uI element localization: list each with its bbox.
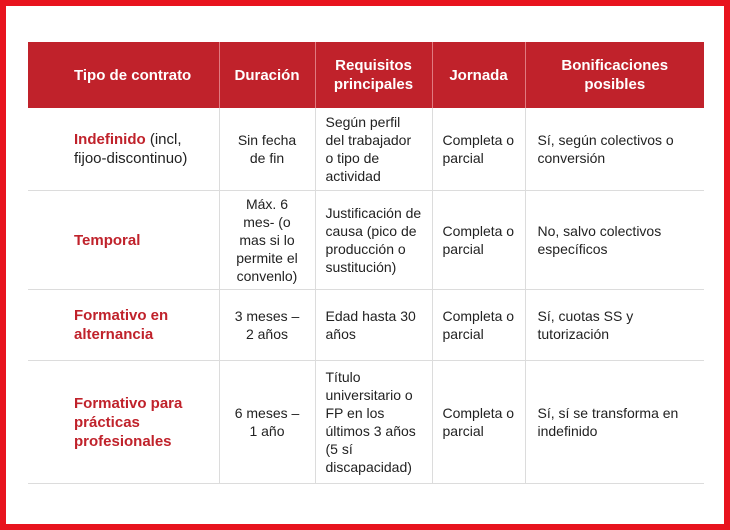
content-area (6, 6, 724, 524)
schedule-cell: Completa o parcial (432, 108, 525, 191)
table-row (28, 191, 704, 290)
contract-type-cell (28, 361, 219, 484)
bonuses-cell: Sí, sí se transforma en indefinido (525, 361, 704, 484)
table-header-row (28, 42, 704, 108)
contract-type-cell (28, 290, 219, 361)
requirements-cell: Justificación de causa (pico de producción o sustitución) (315, 191, 432, 290)
bonuses-cell: Sí, cuotas SS y tutorización (525, 290, 704, 361)
contract-type-note: (incl, fijoo-discontinuo) (74, 131, 188, 167)
requirements-cell: Edad hasta 30 años (315, 290, 432, 361)
table-row (28, 108, 704, 191)
bonuses-cell: No, salvo colectivos específicos (525, 191, 704, 290)
table-row (28, 361, 704, 484)
requirements-cell: Título universitario o FP en los últimos 3 años (5 sí discapacidad) (315, 361, 432, 484)
contract-type-cell (28, 191, 219, 290)
contract-type-name: Formativo en alternancia (74, 307, 169, 343)
duration-cell: 3 meses – 2 años (219, 290, 315, 361)
table-row (28, 290, 704, 361)
contract-type-cell (28, 108, 219, 191)
duration-cell: Máx. 6 mes- (o mas si lo permite el convenlo) (219, 191, 315, 290)
header-requirements: Requisitos principales (315, 42, 432, 108)
schedule-cell: Completa o parcial (432, 191, 525, 290)
schedule-cell: Completa o parcial (432, 361, 525, 484)
duration-cell: 6 meses – 1 año (219, 361, 315, 484)
duration-cell: Sin fecha de fin (219, 108, 315, 191)
bonuses-cell: Sí, según colectivos o conversión (525, 108, 704, 191)
header-duration: Duración (219, 42, 315, 108)
contracts-table (28, 42, 704, 484)
header-bonuses: Bonificaciones posibles (525, 42, 704, 108)
contract-type-name: Formativo para prácticas profesionales (74, 394, 183, 450)
contract-type-name: Indefinido (74, 131, 146, 148)
requirements-cell: Según perfil del trabajador o tipo de actividad (315, 108, 432, 191)
header-schedule: Jornada (432, 42, 525, 108)
contracts-table-wrapper (28, 42, 704, 484)
schedule-cell: Completa o parcial (432, 290, 525, 361)
header-contract-type: Tipo de contrato (28, 42, 219, 108)
contract-type-name: Temporal (74, 231, 141, 249)
